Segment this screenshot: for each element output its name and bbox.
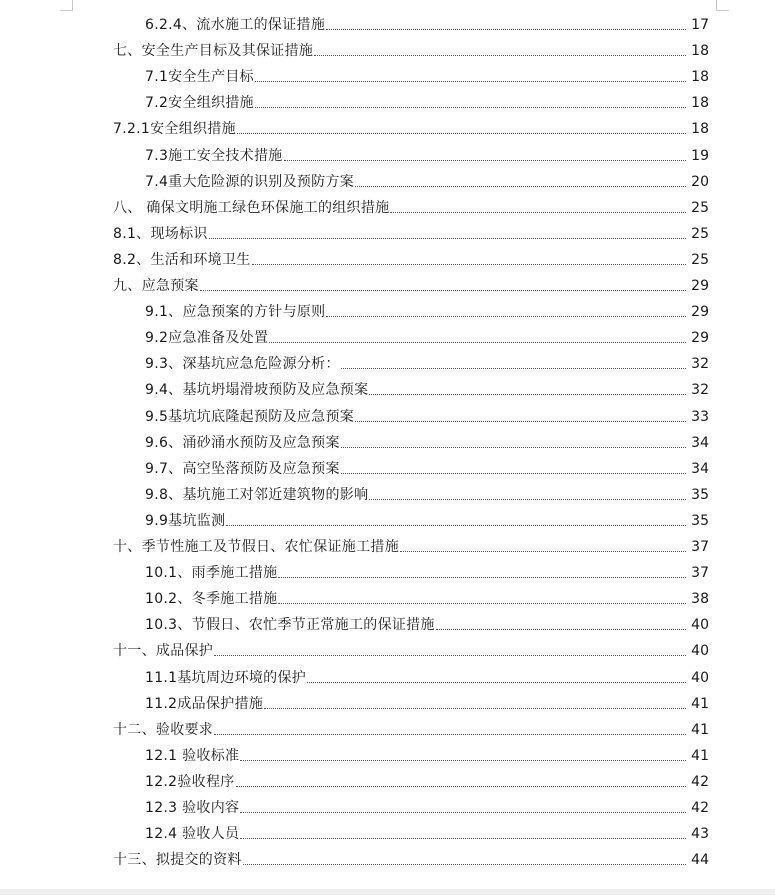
toc-entry-title: 12.4 验收人员 — [145, 826, 240, 843]
toc-entry-title: 七、安全生产目标及其保证措施 — [113, 43, 314, 60]
toc-entry-page-number: 42 — [691, 800, 709, 816]
toc-dot-leader — [326, 28, 686, 30]
toc-dot-leader — [236, 785, 686, 787]
toc-entry-page-number: 32 — [691, 382, 709, 399]
toc-entry-page-number: 19 — [691, 147, 709, 164]
toc-entry-page-number: 37 — [691, 565, 709, 582]
toc-entry[interactable] — [113, 638, 709, 660]
toc-entry-page-number: 18 — [691, 121, 709, 138]
page-bottom-edge — [0, 889, 775, 895]
toc-entry[interactable] — [145, 143, 709, 165]
toc-entry-title: 十一、成品保护 — [113, 643, 214, 660]
toc-dot-leader — [278, 576, 686, 578]
toc-dot-leader — [390, 211, 686, 213]
toc-entry[interactable] — [113, 847, 709, 869]
toc-entry[interactable] — [113, 247, 709, 269]
toc-entry[interactable] — [113, 221, 709, 243]
toc-entry-title: 12.2验收程序 — [145, 773, 235, 790]
toc-entry-page-number: 41 — [691, 747, 709, 764]
toc-entry-page-number: 18 — [691, 69, 709, 86]
toc-dot-leader — [355, 420, 686, 422]
toc-entry[interactable] — [145, 325, 709, 347]
toc-entry[interactable] — [113, 534, 709, 556]
toc-entry[interactable] — [145, 377, 709, 399]
toc-entry-title: 7.2安全组织措施 — [145, 95, 254, 112]
toc-entry[interactable] — [113, 273, 709, 295]
toc-entry[interactable] — [145, 169, 709, 191]
toc-entry-page-number: 32 — [691, 356, 709, 373]
toc-entry-page-number: 29 — [691, 304, 709, 321]
toc-entry[interactable] — [145, 508, 709, 530]
toc-dot-leader — [400, 550, 686, 552]
toc-entry-page-number: 40 — [691, 669, 709, 686]
toc-entry-title: 11.2成品保护措施 — [145, 695, 264, 712]
toc-entry-title: 12.3 验收内容 — [145, 800, 240, 816]
toc-dot-leader — [214, 654, 686, 656]
toc-entry-page-number: 29 — [691, 278, 709, 294]
toc-entry-page-number: 33 — [691, 408, 709, 425]
toc-entry-title: 十二、验收要求 — [113, 721, 214, 738]
toc-entry-page-number: 25 — [691, 251, 709, 268]
toc-entry[interactable] — [145, 586, 709, 608]
toc-dot-leader — [264, 707, 686, 709]
toc-dot-leader — [200, 289, 686, 291]
toc-dot-leader — [278, 602, 686, 604]
toc-entry-title: 9.5基坑坑底隆起预防及应急预案 — [145, 408, 355, 425]
toc-dot-leader — [240, 759, 686, 761]
toc-entry-title: 10.2、冬季施工措施 — [145, 591, 278, 608]
toc-entry[interactable] — [145, 821, 709, 843]
toc-dot-leader — [369, 498, 686, 500]
toc-dot-leader — [240, 811, 686, 813]
toc-entry[interactable] — [145, 612, 709, 634]
toc-entry-page-number: 40 — [691, 643, 709, 660]
toc-entry-page-number: 34 — [691, 434, 709, 451]
toc-entry-title: 7.2.1安全组织措施 — [113, 121, 236, 138]
toc-dot-leader — [243, 863, 686, 865]
toc-entry-title: 11.1基坑周边环境的保护 — [145, 669, 307, 686]
toc-entry-title: 八、 确保文明施工绿色环保施工的组织措施 — [113, 199, 390, 216]
toc-entry-title: 8.2、生活和环境卫生 — [113, 251, 251, 268]
toc-dot-leader — [314, 54, 686, 56]
toc-entry-page-number: 41 — [691, 721, 709, 738]
toc-entry-page-number: 44 — [691, 852, 709, 869]
toc-entry[interactable] — [145, 665, 709, 687]
toc-dot-leader — [341, 472, 686, 474]
toc-entry[interactable] — [145, 456, 709, 478]
toc-entry-page-number: 41 — [691, 695, 709, 712]
toc-entry-page-number: 43 — [691, 826, 709, 843]
toc-entry[interactable] — [145, 795, 709, 817]
toc-entry-page-number: 25 — [691, 225, 709, 242]
toc-entry-title: 九、应急预案 — [113, 278, 199, 294]
toc-entry[interactable] — [145, 430, 709, 452]
toc-entry-page-number: 18 — [691, 43, 709, 60]
toc-entry[interactable] — [113, 116, 709, 138]
toc-entry-title: 9.6、涌砂涌水预防及应急预案 — [145, 434, 340, 451]
toc-entry[interactable] — [145, 404, 709, 426]
toc-dot-leader — [436, 628, 686, 630]
toc-entry-title: 9.2应急准备及处置 — [145, 330, 269, 347]
toc-entry-page-number: 42 — [691, 773, 709, 790]
toc-entry[interactable] — [145, 560, 709, 582]
toc-entry[interactable] — [113, 717, 709, 739]
toc-entry[interactable] — [145, 482, 709, 504]
toc-entry-title: 7.3施工安全技术措施 — [145, 147, 283, 164]
toc-entry[interactable] — [145, 12, 709, 34]
toc-entry-title: 7.4重大危险源的识别及预防方案 — [145, 173, 355, 190]
toc-entry-title: 12.1 验收标准 — [145, 747, 240, 764]
toc-entry[interactable] — [145, 64, 709, 86]
toc-entry[interactable] — [145, 299, 709, 321]
toc-entry[interactable] — [145, 691, 709, 713]
toc-entry-title: 9.3、深基坑应急危险源分析： — [145, 356, 340, 373]
toc-entry[interactable] — [145, 769, 709, 791]
toc-dot-leader — [355, 185, 686, 187]
toc-entry-page-number: 17 — [691, 17, 709, 33]
toc-entry-title: 6.2.4、流水施工的保证措施 — [145, 17, 326, 33]
toc-entry-title: 10.3、节假日、农忙季节正常施工的保证措施 — [145, 617, 435, 634]
toc-dot-leader — [226, 524, 686, 526]
toc-dot-leader — [237, 132, 686, 134]
toc-dot-leader — [269, 341, 686, 343]
toc-entry[interactable] — [145, 351, 709, 373]
toc-dot-leader — [255, 106, 686, 108]
toc-entry-title: 9.1、应急预案的方针与原则 — [145, 304, 326, 321]
toc-dot-leader — [255, 80, 686, 82]
toc-entry-page-number: 40 — [691, 617, 709, 634]
toc-entry-page-number: 20 — [691, 173, 709, 190]
toc-dot-leader — [326, 315, 686, 317]
toc-dot-leader — [252, 263, 686, 265]
toc-entry[interactable] — [145, 90, 709, 112]
toc-entry-title: 7.1安全生产目标 — [145, 69, 254, 86]
toc-dot-leader — [240, 837, 686, 839]
page-corner-mark-right — [716, 0, 729, 11]
toc-entry-page-number: 34 — [691, 460, 709, 477]
toc-entry-page-number: 37 — [691, 539, 709, 555]
toc-entry-page-number: 35 — [691, 486, 709, 503]
toc-entry-title: 9.9基坑监测 — [145, 512, 226, 529]
toc-dot-leader — [209, 237, 686, 239]
toc-entry[interactable] — [145, 743, 709, 765]
toc-entry-page-number: 35 — [691, 512, 709, 529]
toc-dot-leader — [284, 159, 686, 161]
toc-dot-leader — [341, 367, 686, 369]
toc-dot-leader — [369, 393, 686, 395]
toc-entry-title: 十、季节性施工及节假日、农忙保证施工措施 — [113, 539, 399, 555]
toc-entry-page-number: 38 — [691, 591, 709, 608]
toc-dot-leader — [307, 681, 686, 683]
toc-entry-title: 9.7、高空坠落预防及应急预案 — [145, 460, 340, 477]
toc-entry-title: 9.4、基坑坍塌滑坡预防及应急预案 — [145, 382, 369, 399]
toc-entry-page-number: 25 — [691, 199, 709, 216]
page-corner-mark-left — [60, 0, 73, 11]
toc-entry-title: 9.8、基坑施工对邻近建筑物的影响 — [145, 486, 369, 503]
toc-entry[interactable] — [113, 38, 709, 60]
toc-entry-page-number: 29 — [691, 330, 709, 347]
toc-dot-leader — [214, 733, 686, 735]
toc-entry-page-number: 18 — [691, 95, 709, 112]
toc-entry-title: 8.1、现场标识 — [113, 225, 208, 242]
toc-dot-leader — [341, 446, 686, 448]
toc-entry-title: 十三、拟提交的资料 — [113, 852, 242, 869]
toc-entry-title: 10.1、雨季施工措施 — [145, 565, 278, 582]
toc-entry[interactable] — [113, 195, 709, 217]
